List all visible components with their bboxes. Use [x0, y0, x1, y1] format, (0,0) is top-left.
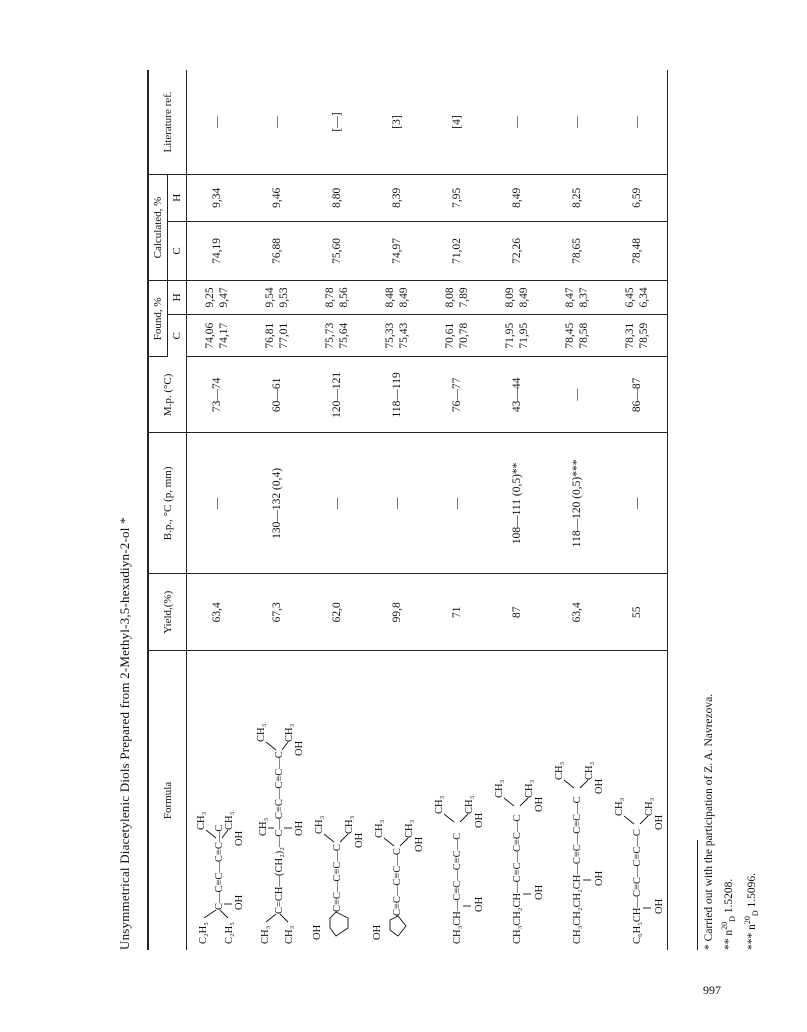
svg-text:CH₃: CH₃ — [584, 761, 595, 780]
formula-cell — [427, 651, 487, 951]
bp-cell: — — [307, 433, 367, 574]
literature-cell: [3] — [367, 70, 427, 174]
svg-text:CH₃CH₂CH—C≡C—C≡C—C: CH₃CH₂CH—C≡C—C≡C—C — [512, 814, 523, 944]
svg-text:C=CH—(CH₂)₂—C—C≡C—C≡C—C: C=CH—(CH₂)₂—C—C≡C—C≡C—C — [274, 751, 285, 914]
svg-text:CH₃: CH₃ — [258, 817, 269, 836]
rotated-table-block — [115, 50, 765, 950]
header-found-h: H — [168, 281, 187, 315]
found-c-cell: 75,33 75,43 — [367, 314, 427, 357]
svg-text:OH: OH — [474, 812, 485, 828]
cyclopentane-ring-icon — [390, 916, 406, 936]
formula-cell — [487, 651, 547, 951]
formula-cell — [547, 651, 607, 951]
svg-text:OH: OH — [354, 832, 365, 848]
svg-text:CH₃: CH₃ — [260, 925, 271, 944]
header-bp: B.p., °C (p, mm) — [148, 433, 187, 574]
found-c-cell: 76,81 77,01 — [247, 314, 307, 357]
header-yield: Yield,(%) — [148, 574, 187, 651]
svg-text:OH: OH — [534, 796, 545, 812]
svg-text:OH: OH — [594, 778, 605, 794]
calc-c-cell: 75,60 — [307, 221, 367, 280]
header-found: Found, % — [148, 281, 168, 357]
found-h-cell: 8,08 7,89 — [427, 281, 487, 315]
mp-cell: 86—87 — [607, 357, 668, 433]
literature-cell: — — [187, 70, 248, 174]
yield-cell: 55 — [607, 574, 668, 651]
structural-formula — [428, 656, 486, 946]
calc-c-cell: 78,65 — [547, 221, 607, 280]
mp-cell: 43—44 — [487, 357, 547, 433]
bp-cell: — — [367, 433, 427, 574]
mp-cell: 120—121 — [307, 357, 367, 433]
header-calc-c: C — [168, 221, 187, 280]
found-c-cell: 70,61 70,78 — [427, 314, 487, 357]
found-c-cell: 78,45 78,58 — [547, 314, 607, 357]
literature-cell: — — [487, 70, 547, 174]
found-h-cell: 8,47 8,37 — [547, 281, 607, 315]
yield-cell: 63,4 — [547, 574, 607, 651]
svg-text:C₆H₅CH—C≡C—C≡C—C: C₆H₅CH—C≡C—C≡C—C — [632, 829, 643, 944]
formula-cell — [247, 651, 307, 951]
svg-text:CH₃: CH₃ — [344, 815, 355, 834]
svg-text:OH: OH — [372, 924, 383, 940]
svg-text:C≡C—C≡C—C: C≡C—C≡C—C — [392, 848, 403, 916]
svg-text:CH₃: CH₃ — [464, 795, 475, 814]
svg-text:C≡C—C≡C—C: C≡C—C≡C—C — [332, 844, 343, 912]
calc-h-cell: 8,80 — [307, 174, 367, 221]
svg-text:OH: OH — [414, 836, 425, 852]
found-h-cell: 8,09 8,49 — [487, 281, 547, 315]
mp-cell: 60—61 — [247, 357, 307, 433]
yield-cell: 71 — [427, 574, 487, 651]
table-row — [547, 70, 607, 950]
cyclohexane-ring-icon — [330, 912, 348, 936]
mp-cell: 76—77 — [427, 357, 487, 433]
structural-formula — [248, 656, 306, 946]
table-row — [427, 70, 487, 950]
table-row — [607, 70, 668, 950]
literature-cell: [4] — [427, 70, 487, 174]
calc-c-cell: 71,02 — [427, 221, 487, 280]
formula-cell — [367, 651, 427, 951]
footnotes — [697, 350, 763, 950]
found-c-cell: 75,73 75,64 — [307, 314, 367, 357]
svg-text:CH₃: CH₃ — [374, 819, 385, 838]
found-h-cell: 9,54 9,53 — [247, 281, 307, 315]
mp-cell: — — [547, 357, 607, 433]
found-c-cell: 78,31 78,59 — [607, 314, 668, 357]
literature-cell: — — [247, 70, 307, 174]
found-c-cell: 71,95 71,95 — [487, 314, 547, 357]
structural-formula — [308, 656, 366, 946]
footnote-2: ** $n^{20}_D$ 1.5208. — [720, 878, 738, 950]
svg-text:CH₃: CH₃ — [554, 761, 565, 780]
calc-h-cell: 8,49 — [487, 174, 547, 221]
svg-text:OH: OH — [294, 740, 305, 756]
calc-c-cell: 74,97 — [367, 221, 427, 280]
found-c-cell: 74,06 74,17 — [187, 314, 248, 357]
yield-cell: 62,0 — [307, 574, 367, 651]
svg-text:OH: OH — [234, 830, 245, 846]
svg-text:OH: OH — [474, 896, 485, 912]
calc-c-cell: 74,19 — [187, 221, 248, 280]
svg-text:C₂H₅: C₂H₅ — [198, 922, 209, 944]
svg-text:CH₃: CH₃ — [404, 819, 415, 838]
found-h-cell: 8,78 8,56 — [307, 281, 367, 315]
calc-c-cell: 76,88 — [247, 221, 307, 280]
mp-cell: 73—74 — [187, 357, 248, 433]
bp-cell: — — [187, 433, 248, 574]
svg-text:CH₃: CH₃ — [256, 723, 267, 742]
formula-cell — [187, 651, 248, 951]
structural-formula — [188, 656, 246, 946]
table-row — [307, 70, 367, 950]
page-number: 997 — [703, 983, 721, 997]
header-literature: Literature ref. — [148, 70, 187, 174]
calc-c-cell: 72,26 — [487, 221, 547, 280]
footnote-divider — [697, 840, 698, 950]
table-row — [367, 70, 427, 950]
calc-h-cell: 8,39 — [367, 174, 427, 221]
yield-cell: 63,4 — [187, 574, 248, 651]
bp-cell: 118—120 (0,5)*** — [547, 433, 607, 574]
svg-text:C₂H₅: C₂H₅ — [224, 922, 235, 944]
bp-cell: — — [607, 433, 668, 574]
found-h-cell: 8,48 8,49 — [367, 281, 427, 315]
literature-cell: — — [547, 70, 607, 174]
formula-cell — [307, 651, 367, 951]
header-calculated: Calculated, % — [148, 174, 168, 280]
svg-text:C—C≡C—C≡C—C: C—C≡C—C≡C—C — [214, 824, 225, 910]
svg-text:OH: OH — [312, 924, 323, 940]
svg-text:CH₃: CH₃ — [284, 723, 295, 742]
svg-text:CH₃: CH₃ — [284, 925, 295, 944]
svg-text:OH: OH — [654, 898, 665, 914]
calc-h-cell: 6,59 — [607, 174, 668, 221]
footnote-1: * Carried out with the participation of Z. A. Navrezova. — [703, 693, 715, 950]
header-formula: Formula — [148, 651, 187, 951]
header-calc-h: H — [168, 174, 187, 221]
header-mp: M.p. (°C) — [148, 357, 187, 433]
svg-text:OH: OH — [534, 884, 545, 900]
calc-h-cell: 9,34 — [187, 174, 248, 221]
svg-text:CH₃: CH₃ — [524, 779, 535, 798]
svg-text:CH₃: CH₃ — [494, 779, 505, 798]
yield-cell: 99,8 — [367, 574, 427, 651]
svg-text:CH₃: CH₃ — [614, 797, 625, 816]
svg-text:CH₃: CH₃ — [434, 795, 445, 814]
svg-text:OH: OH — [294, 820, 305, 836]
found-h-cell: 9,25 9,47 — [187, 281, 248, 315]
yield-cell: 87 — [487, 574, 547, 651]
formula-cell — [607, 651, 668, 951]
table-caption: Unsymmetrical Diacetylenic Diols Prepared from 2-Methyl-3,5-hexadiyn-2-ol * — [117, 517, 132, 950]
calc-h-cell: 7,95 — [427, 174, 487, 221]
structural-formula — [488, 656, 546, 946]
structural-formula — [368, 656, 426, 946]
svg-text:CH₃CH₂CH₂CH—C≡C—C≡C—C: CH₃CH₂CH₂CH—C≡C—C≡C—C — [572, 796, 583, 944]
header-found-c: C — [168, 314, 187, 357]
calc-h-cell: 9,46 — [247, 174, 307, 221]
yield-cell: 67,3 — [247, 574, 307, 651]
svg-text:OH: OH — [654, 814, 665, 830]
svg-text:OH: OH — [234, 894, 245, 910]
svg-text:OH: OH — [594, 870, 605, 886]
svg-text:CH₃: CH₃ — [314, 815, 325, 834]
table-row — [247, 70, 307, 950]
mp-cell: 118—119 — [367, 357, 427, 433]
svg-text:CH₃: CH₃ — [224, 811, 235, 830]
bp-cell: 108—111 (0,5)** — [487, 433, 547, 574]
table-row — [187, 70, 248, 950]
literature-cell: — — [607, 70, 668, 174]
footnote-3: *** $n^{20}_D$ 1.5096. — [743, 872, 761, 950]
calc-h-cell: 8,25 — [547, 174, 607, 221]
structural-formula — [608, 656, 666, 946]
bp-cell: 130—132 (0,4) — [247, 433, 307, 574]
literature-cell: [—] — [307, 70, 367, 174]
svg-text:CH₃: CH₃ — [644, 797, 655, 816]
diols-table — [147, 70, 668, 950]
bp-cell: — — [427, 433, 487, 574]
svg-text:CH₃CH—C≡C—C≡C—C: CH₃CH—C≡C—C≡C—C — [452, 832, 463, 944]
table-row — [487, 70, 547, 950]
structural-formula — [548, 656, 606, 946]
svg-text:CH₃: CH₃ — [196, 811, 207, 830]
found-h-cell: 6,45 6,34 — [607, 281, 668, 315]
calc-c-cell: 78,48 — [607, 221, 668, 280]
